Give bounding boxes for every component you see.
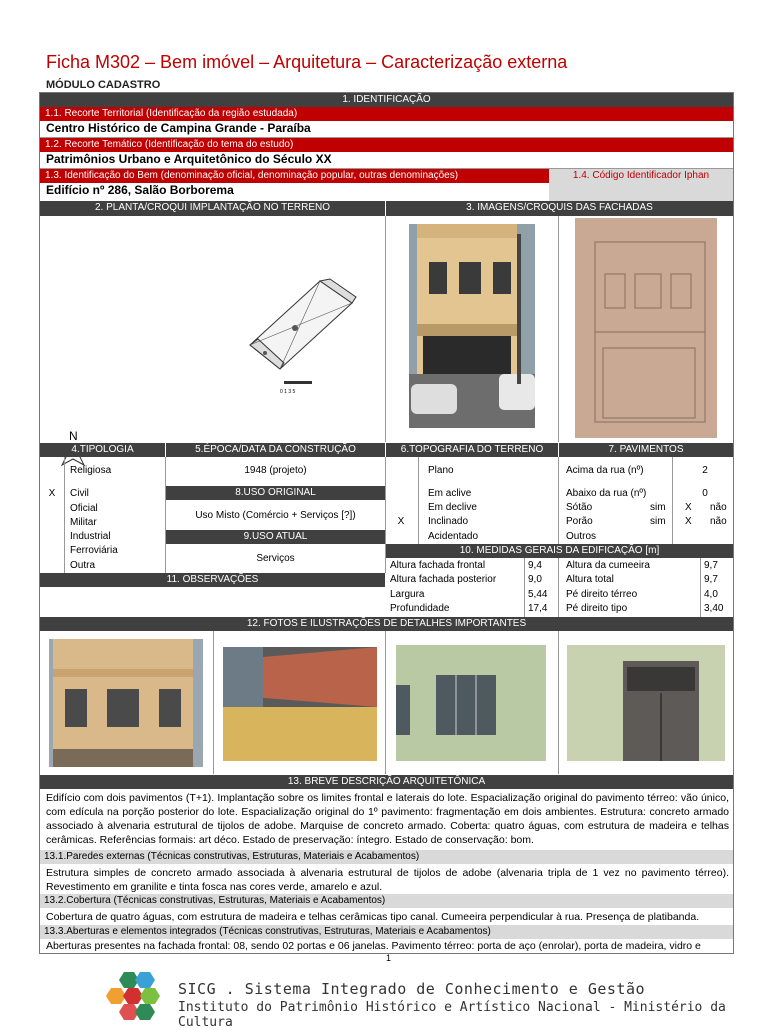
external-walls-label: 13.1.Paredes externas (Técnicas construtivas, Estruturas, Materiais e Acabamentos) <box>40 850 733 864</box>
topo-plano: Plano <box>428 465 454 476</box>
section-2-heading: 2. PLANTA/CROQUI IMPLANTAÇÃO NO TERRENO <box>40 201 385 216</box>
openings-label: 13.3.Aberturas e elementos integrados (Técnicas construtivas, Estruturas, Materiais e Acabamentos) <box>40 925 733 939</box>
above-street-label: Acima da rua (nº) <box>566 465 644 476</box>
measure-label: Profundidade <box>390 603 450 614</box>
sotao-label: Sótão <box>566 502 593 513</box>
tipologia-ferroviaria: Ferroviária <box>70 545 118 556</box>
porao-sim: sim <box>650 516 666 527</box>
territorial-value: Centro Histórico de Campina Grande - Paraíba <box>40 121 733 138</box>
detail-photo-roof <box>223 647 377 761</box>
footer-institute: Instituto do Patrimônio Histórico e Artístico Nacional - Ministério da Cultura <box>178 1000 726 1030</box>
measure-label: Pé direito térreo <box>566 589 638 600</box>
section-4-heading: 4.TIPOLOGIA <box>40 443 165 457</box>
measure-value: 17,4 <box>528 603 548 614</box>
section-5-heading: 5.ÉPOCA/DATA DA CONSTRUÇÃO <box>166 443 385 457</box>
section-13-heading: 13. BREVE DESCRIÇÃO ARQUITETÔNICA <box>40 775 733 789</box>
measure-label: Altura da cumeeira <box>566 560 650 571</box>
measure-value: 9,4 <box>528 560 542 571</box>
measure-value: 9,0 <box>528 574 542 585</box>
roof-label: 13.2.Cobertura (Técnicas construtivas, Estruturas, Materiais e Acabamentos) <box>40 894 733 908</box>
current-use: Serviços <box>256 553 295 564</box>
section-10-heading: 10. MEDIDAS GERAIS DA EDIFICAÇÃO [m] <box>386 544 733 558</box>
above-street-value: 2 <box>702 465 708 476</box>
outros-label: Outros <box>566 531 597 542</box>
porao-label: Porão <box>566 516 593 527</box>
section-1-heading: 1. IDENTIFICAÇÃO <box>40 93 733 107</box>
thematic-label: 1.2. Recorte Temático (Identificação do tema do estudo) <box>40 138 733 152</box>
section-9-heading: 9.USO ATUAL <box>166 530 385 544</box>
external-walls-text: Estrutura simples de concreto armado associada à alvenaria estrutural de tijolos de adobe (alvenaria tripla de 1 vez no pavimento térreo). Revestimento em granilite e tinta fosca nas cores verde, amarelo e azul. <box>46 867 729 893</box>
sotao-nao: não <box>710 502 727 513</box>
property-id-value: Edifício nº 286, Salão Borborema <box>46 183 234 197</box>
measure-label: Altura total <box>566 574 614 585</box>
section-6-heading: 6.TOPOGRAFIA DO TERRENO <box>386 443 558 457</box>
architectural-description: Edifício com dois pavimentos (T+1). Implantação sobre os limites frontal e laterais do lote. Espacialização original do pavimento térreo: vão único, com edícula na porção posterior do lote. Espacialização original do 1º pavimento: fragmentação em dois ambientes. Estrutura: concreto armado associado à alvenaria estrutural de tijolos de adobe. Marquise de concreto armado. Coberta: quatro águas, com estrutura de madeira e telhas cerâmicas. Referências formais: art déco. Estado de preservação: íntegro. Estado de conservação: bom. <box>46 792 729 846</box>
section-11-heading: 11. OBSERVAÇÕES <box>40 573 385 587</box>
topo-inclinado: Inclinado <box>428 516 469 527</box>
scale-ticks: 0 1 3 5 <box>280 389 296 395</box>
sotao-mark: X <box>685 502 692 513</box>
property-id-label: 1.3. Identificação do Bem (denominação oficial, denominação popular, outras denominações) <box>40 169 549 183</box>
facade-drawing <box>575 218 717 438</box>
measure-value: 9,7 <box>704 560 718 571</box>
measure-value: 4,0 <box>704 589 718 600</box>
page-number: 1 <box>386 953 392 963</box>
construction-date: 1948 (projeto) <box>244 465 307 476</box>
measure-value: 9,7 <box>704 574 718 585</box>
measure-label: Altura fachada frontal <box>390 560 486 571</box>
detail-photo-facade <box>49 639 203 767</box>
below-street-value: 0 <box>702 488 708 499</box>
iphan-code-label: 1.4. Código Identificador Iphan <box>549 169 733 201</box>
below-street-label: Abaixo da rua (nº) <box>566 488 647 499</box>
detail-photo-door <box>567 645 725 761</box>
topo-declive: Em declive <box>428 502 477 513</box>
tipologia-oficial: Oficial <box>70 503 98 514</box>
measure-label: Altura fachada posterior <box>390 574 497 585</box>
tipologia-religiosa: Religiosa <box>70 465 112 476</box>
porao-nao: não <box>710 516 727 527</box>
tipologia-civil: Civil <box>70 488 89 499</box>
north-label: N <box>69 429 78 443</box>
sicg-logo <box>106 970 164 1022</box>
topo-acidentado: Acidentado <box>428 531 479 542</box>
footer-system-name: SICG . Sistema Integrado de Conhecimento e Gestão <box>178 980 646 998</box>
territorial-label: 1.1. Recorte Territorial (Identificação da região estudada) <box>40 107 733 121</box>
tipologia-mark: X <box>48 488 56 499</box>
measure-label: Pé direito tipo <box>566 603 628 614</box>
record-sheet <box>39 92 734 954</box>
original-use: Uso Misto (Comércio + Serviços [?]) <box>195 510 356 521</box>
facade-photo <box>409 224 535 428</box>
measure-label: Largura <box>390 589 425 600</box>
sotao-sim: sim <box>650 502 666 513</box>
section-8-heading: 8.USO ORIGINAL <box>166 486 385 500</box>
topo-aclive: Em aclive <box>428 488 472 499</box>
thematic-value: Patrimônios Urbano e Arquitetônico do Século XX <box>40 152 733 169</box>
tipologia-militar: Militar <box>70 517 97 528</box>
form-title: Ficha M302 – Bem imóvel – Arquitetura – Caracterização externa <box>46 52 568 72</box>
openings-text: Aberturas presentes na fachada frontal: 08, sendo 02 portas e 06 janelas. Pavimento térreo: porta de aço (enrolar), porta de madeira, vidro e <box>46 940 701 952</box>
tipologia-outra: Outra <box>70 560 96 571</box>
site-plan-sketch <box>240 273 370 393</box>
porao-mark: X <box>685 516 692 527</box>
section-3-heading: 3. IMAGENS/CROQUIS DAS FACHADAS <box>386 201 733 216</box>
section-7-heading: 7. PAVIMENTOS <box>559 443 733 457</box>
measure-value: 3,40 <box>704 603 724 614</box>
section-12-heading: 12. FOTOS E ILUSTRAÇÕES DE DETALHES IMPORTANTES <box>40 617 733 631</box>
topo-mark: X <box>397 516 405 527</box>
module-label: MÓDULO CADASTRO <box>46 79 161 91</box>
detail-photo-window <box>396 645 546 761</box>
measure-value: 5,44 <box>528 589 548 600</box>
tipologia-industrial: Industrial <box>70 531 111 542</box>
roof-text: Cobertura de quatro águas, com estrutura de madeira e telhas cerâmicas tipo canal. Cumeeira perpendicular à rua. Presença de platibanda. <box>46 911 700 923</box>
